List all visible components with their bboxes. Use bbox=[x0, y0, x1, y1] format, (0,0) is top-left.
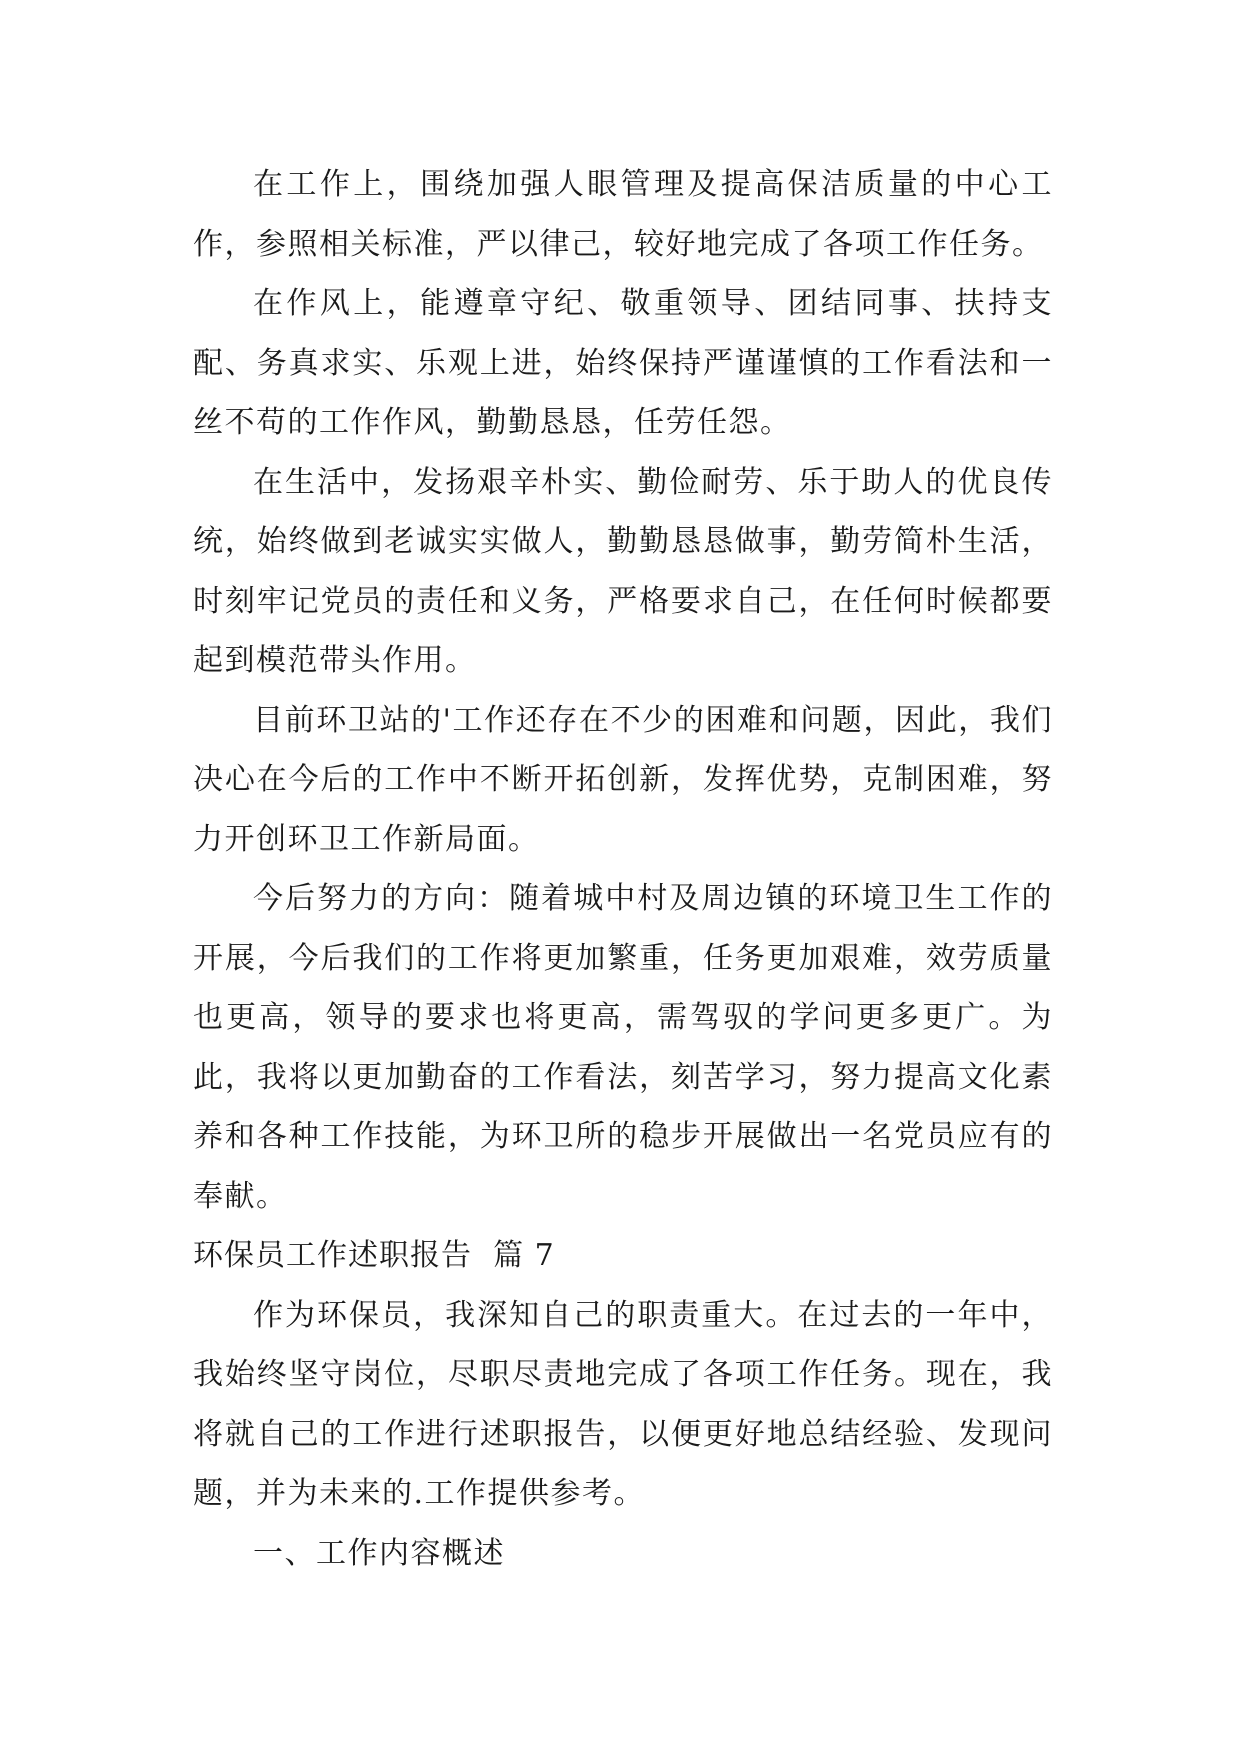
paragraph-problems: 目前环卫站的'工作还存在不少的困难和问题，因此，我们决心在今后的工作中不断开拓创新，发挥优势，克制困难，努力开创环卫工作新局面。 bbox=[193, 702, 1053, 857]
document-body bbox=[193, 155, 1053, 1583]
paragraph-intro: 作为环保员，我深知自己的职责重大。在过去的一年中，我始终坚守岗位，尽职尽责地完成了各项工作任务。现在，我将就自己的工作进行述职报告，以便更好地总结经验、发现问题，并为未来的.工作提供参考。 bbox=[193, 1297, 1053, 1511]
subheading-overview: 一、工作内容概述 bbox=[253, 1535, 505, 1571]
paragraph-style: 在作风上，能遵章守纪、敬重领导、团结同事、扶持支配、务真求实、乐观上进，始终保持严谨谨慎的工作看法和一丝不苟的工作作风，勤勤恳恳，任劳任怨。 bbox=[193, 286, 1053, 440]
paragraph-direction: 今后努力的方向：随着城中村及周边镇的环境卫生工作的开展，今后我们的工作将更加繁重，任务更加艰难，效劳质量也更高，领导的要求也将更高，需驾驭的学问更多更广。为此，我将以更加勤奋的工作看法，刻苦学习，努力提高文化素养和各种工作技能，为环卫所的稳步开展做出一名党员应有的奉献。 bbox=[193, 881, 1053, 1214]
paragraph-work: 在工作上，围绕加强人眼管理及提高保洁质量的中心工作，参照相关标准，严以律己，较好地完成了各项工作任务。 bbox=[193, 167, 1053, 262]
section-heading: 环保员工作述职报告 篇 7 bbox=[193, 1238, 555, 1273]
paragraph-life: 在生活中，发扬艰辛朴实、勤俭耐劳、乐于助人的优良传统，始终做到老诚实实做人，勤勤恳恳做事，勤劳简朴生活，时刻牢记党员的责任和义务，严格要求自己，在任何时候都要起到模范带头作用。 bbox=[193, 464, 1053, 678]
